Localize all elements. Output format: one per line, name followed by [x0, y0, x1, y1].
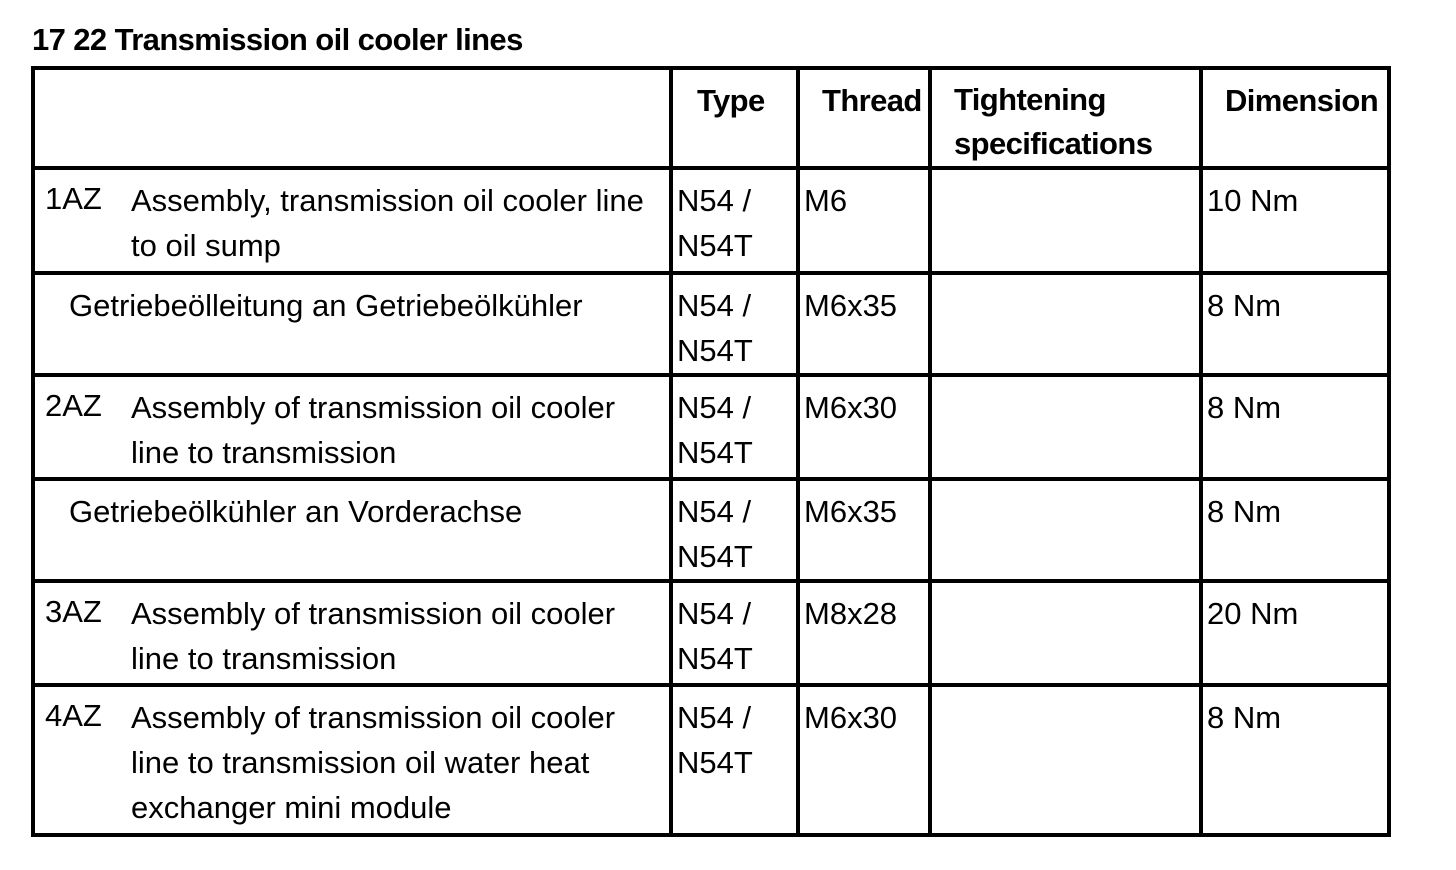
row-tightening — [930, 168, 1201, 273]
row-thread: M8x28 — [798, 581, 930, 685]
table-row — [33, 168, 1389, 273]
table-row — [33, 479, 1389, 581]
row-description-cell — [33, 168, 671, 273]
row-description: Getriebeölkühler an Vorderachse — [69, 494, 523, 529]
row-dimension: 8 Nm — [1201, 273, 1389, 375]
row-description: Assembly of transmission oil cooler line to transmission — [131, 596, 616, 676]
row-thread: M6x35 — [798, 273, 930, 375]
row-description: Assembly, transmission oil cooler line to oil sump — [131, 183, 644, 263]
row-tightening — [930, 273, 1201, 375]
row-type: N54 / N54T — [671, 581, 798, 685]
row-tightening — [930, 581, 1201, 685]
row-type: N54 / N54T — [671, 168, 798, 273]
row-description-cell — [33, 685, 671, 835]
page-title: 17 22 Transmission oil cooler lines — [32, 22, 523, 57]
row-id: 2AZ — [45, 388, 102, 423]
table-row — [33, 581, 1389, 685]
row-type: N54 / N54T — [671, 685, 798, 835]
row-description: Assembly of transmission oil cooler line to transmission oil water heat exchanger mini module — [131, 700, 616, 825]
table-row — [33, 685, 1389, 835]
table-header-row — [33, 68, 1389, 168]
row-dimension: 8 Nm — [1201, 375, 1389, 479]
row-description-cell — [33, 581, 671, 685]
row-id: 4AZ — [45, 698, 102, 733]
row-id: 1AZ — [45, 181, 102, 216]
header-dimension: Dimension — [1201, 68, 1389, 168]
row-description: Getriebeölleitung an Getriebeölkühler — [69, 288, 583, 323]
row-type: N54 / N54T — [671, 479, 798, 581]
row-description-cell — [33, 479, 671, 581]
table-row — [33, 273, 1389, 375]
row-description-cell — [33, 273, 671, 375]
row-type: N54 / N54T — [671, 273, 798, 375]
row-tightening — [930, 375, 1201, 479]
row-description: Assembly of transmission oil cooler line to transmission — [131, 390, 616, 470]
row-thread: M6x30 — [798, 685, 930, 835]
header-description — [33, 68, 671, 168]
row-dimension: 20 Nm — [1201, 581, 1389, 685]
row-description-cell — [33, 375, 671, 479]
row-dimension: 8 Nm — [1201, 479, 1389, 581]
row-id: 3AZ — [45, 594, 102, 629]
header-tightening: Tightening specifications — [930, 68, 1201, 168]
table-row — [33, 375, 1389, 479]
header-thread: Thread — [798, 68, 930, 168]
row-dimension: 10 Nm — [1201, 168, 1389, 273]
row-tightening — [930, 479, 1201, 581]
row-thread: M6x30 — [798, 375, 930, 479]
row-tightening — [930, 685, 1201, 835]
row-thread: M6x35 — [798, 479, 930, 581]
spec-table — [31, 66, 1391, 837]
row-dimension: 8 Nm — [1201, 685, 1389, 835]
header-type: Type — [671, 68, 798, 168]
row-thread: M6 — [798, 168, 930, 273]
row-type: N54 / N54T — [671, 375, 798, 479]
